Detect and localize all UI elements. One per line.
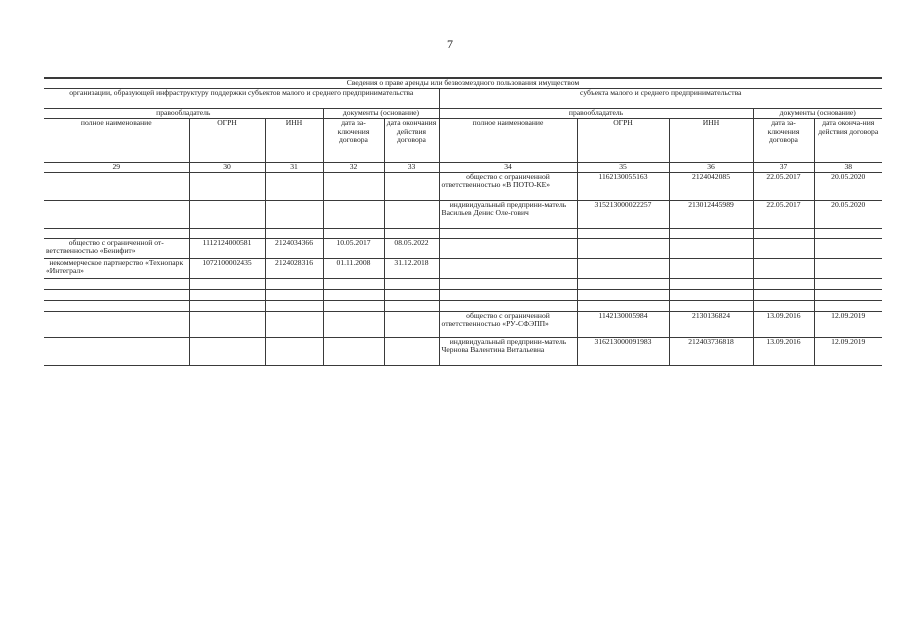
table-row xyxy=(44,337,882,365)
holder-name-right xyxy=(439,289,577,300)
contract-end-left: 08.05.2022 xyxy=(384,238,439,258)
contract-date-right: 13.09.2016 xyxy=(753,337,814,365)
column-number: 31 xyxy=(265,163,323,173)
ogrn-right xyxy=(577,278,669,289)
contract-date-left xyxy=(323,172,384,200)
inn-right xyxy=(669,238,753,258)
section-infrastructure-org: организации, образующей инфраструктуру поддержки субъектов малого и среднего предпринимательства xyxy=(44,89,439,109)
holder-name-left xyxy=(44,200,189,228)
holder-name-left xyxy=(44,311,189,337)
contract-date-left xyxy=(323,300,384,311)
page-number: 7 xyxy=(447,37,453,51)
contract-date-left xyxy=(323,228,384,238)
group-docs-left: документы (основание) xyxy=(323,109,439,119)
contract-end-left xyxy=(384,289,439,300)
column-number: 29 xyxy=(44,163,189,173)
column-number: 36 xyxy=(669,163,753,173)
col-header-inn-left: ИНН xyxy=(265,119,323,163)
ogrn-left: 1112124000581 xyxy=(189,238,265,258)
contract-end-left xyxy=(384,228,439,238)
ogrn-right xyxy=(577,258,669,278)
ogrn-left xyxy=(189,200,265,228)
group-holder-left: правообладатель xyxy=(44,109,323,119)
holder-name-left: общество с ограниченной от-ветственностью «Бенифит» xyxy=(44,238,189,258)
column-number: 32 xyxy=(323,163,384,173)
inn-left xyxy=(265,337,323,365)
column-number: 34 xyxy=(439,163,577,173)
holder-name-left xyxy=(44,300,189,311)
group-holder-right: правообладатель xyxy=(439,109,753,119)
holder-name-right: общество с ограниченной ответственностью «РУ-СФЭПП» xyxy=(439,311,577,337)
col-header-date-end-left: дата окончания действия договора xyxy=(384,119,439,163)
column-number: 38 xyxy=(814,163,882,173)
holder-name-left xyxy=(44,289,189,300)
inn-right: 213012445989 xyxy=(669,200,753,228)
holder-name-right xyxy=(439,278,577,289)
ogrn-left: 1072100002435 xyxy=(189,258,265,278)
contract-date-right xyxy=(753,258,814,278)
inn-left xyxy=(265,311,323,337)
table-row xyxy=(44,200,882,228)
col-header-ogrn-left: ОГРН xyxy=(189,119,265,163)
inn-right: 212403736818 xyxy=(669,337,753,365)
inn-right xyxy=(669,228,753,238)
inn-left xyxy=(265,200,323,228)
col-header-date-end-right: дата оконча-ния действия договора xyxy=(814,119,882,163)
holder-name-left xyxy=(44,172,189,200)
inn-left: 2124034366 xyxy=(265,238,323,258)
table-row xyxy=(44,278,882,289)
holder-name-left xyxy=(44,278,189,289)
contract-date-left xyxy=(323,200,384,228)
column-number: 30 xyxy=(189,163,265,173)
ogrn-right xyxy=(577,228,669,238)
col-header-inn-right: ИНН xyxy=(669,119,753,163)
ogrn-left xyxy=(189,300,265,311)
contract-end-left xyxy=(384,300,439,311)
contract-end-left xyxy=(384,200,439,228)
contract-date-left xyxy=(323,289,384,300)
contract-date-left xyxy=(323,311,384,337)
contract-date-left: 10.05.2017 xyxy=(323,238,384,258)
ogrn-right: 1142130005984 xyxy=(577,311,669,337)
column-number: 33 xyxy=(384,163,439,173)
contract-end-right: 20.05.2020 xyxy=(814,172,882,200)
contract-date-right xyxy=(753,289,814,300)
ogrn-left xyxy=(189,311,265,337)
ogrn-right: 315213000022257 xyxy=(577,200,669,228)
table-row xyxy=(44,172,882,200)
table-row xyxy=(44,300,882,311)
inn-left xyxy=(265,289,323,300)
inn-left xyxy=(265,278,323,289)
contract-end-right xyxy=(814,300,882,311)
holder-name-right: индивидуальный предприни-матель Чернова Валентина Витальевна xyxy=(439,337,577,365)
contract-end-left xyxy=(384,337,439,365)
inn-right xyxy=(669,300,753,311)
ogrn-left xyxy=(189,278,265,289)
contract-date-right: 22.05.2017 xyxy=(753,172,814,200)
table-row xyxy=(44,258,882,278)
contract-date-left xyxy=(323,278,384,289)
holder-name-right xyxy=(439,300,577,311)
contract-end-right xyxy=(814,238,882,258)
holder-name-left: некоммерческое партнерство «Технопарк «Интеграл» xyxy=(44,258,189,278)
contract-end-right: 20.05.2020 xyxy=(814,200,882,228)
table-row xyxy=(44,311,882,337)
contract-end-right xyxy=(814,258,882,278)
contract-date-right xyxy=(753,238,814,258)
ogrn-right: 316213000091983 xyxy=(577,337,669,365)
section-sme-subject: субъекта малого и среднего предпринимательства xyxy=(439,89,882,109)
table-row xyxy=(44,289,882,300)
inn-right: 2124042085 xyxy=(669,172,753,200)
contract-end-left xyxy=(384,278,439,289)
contract-date-right: 22.05.2017 xyxy=(753,200,814,228)
contract-date-right xyxy=(753,228,814,238)
ogrn-right: 1162130055163 xyxy=(577,172,669,200)
col-header-date-start-left: дата за-ключения договора xyxy=(323,119,384,163)
col-header-ogrn-right: ОГРН xyxy=(577,119,669,163)
contract-end-right xyxy=(814,228,882,238)
table-row xyxy=(44,228,882,238)
holder-name-right: индивидуальный предприни-матель Васильев Денис Оле-гович xyxy=(439,200,577,228)
ogrn-right xyxy=(577,289,669,300)
inn-left: 2124028316 xyxy=(265,258,323,278)
contract-end-right: 12.09.2019 xyxy=(814,311,882,337)
contract-end-right xyxy=(814,278,882,289)
group-docs-right: документы (основание) xyxy=(753,109,882,119)
inn-right xyxy=(669,258,753,278)
ogrn-right xyxy=(577,238,669,258)
inn-left xyxy=(265,228,323,238)
contract-end-left: 31.12.2018 xyxy=(384,258,439,278)
contract-date-right xyxy=(753,300,814,311)
ogrn-left xyxy=(189,337,265,365)
contract-date-left: 01.11.2008 xyxy=(323,258,384,278)
col-header-date-start-right: дата за-ключения договора xyxy=(753,119,814,163)
col-header-name-right: полное наименование xyxy=(439,119,577,163)
contract-end-left xyxy=(384,311,439,337)
contract-date-left xyxy=(323,337,384,365)
holder-name-right: общество с ограниченной ответственностью «В ПОТО-КЕ» xyxy=(439,172,577,200)
ogrn-right xyxy=(577,300,669,311)
contract-end-right xyxy=(814,289,882,300)
holder-name-left xyxy=(44,228,189,238)
inn-left xyxy=(265,300,323,311)
ogrn-left xyxy=(189,228,265,238)
registry-table xyxy=(44,77,882,366)
inn-right: 2130136824 xyxy=(669,311,753,337)
holder-name-left xyxy=(44,337,189,365)
column-number: 37 xyxy=(753,163,814,173)
table-title: Сведения о праве аренды или безвозмездного пользования имуществом xyxy=(44,79,882,89)
inn-right xyxy=(669,278,753,289)
contract-end-left xyxy=(384,172,439,200)
col-header-name-left: полное наименование xyxy=(44,119,189,163)
contract-date-right: 13.09.2016 xyxy=(753,311,814,337)
ogrn-left xyxy=(189,172,265,200)
inn-left xyxy=(265,172,323,200)
column-number-row xyxy=(44,163,882,173)
holder-name-right xyxy=(439,258,577,278)
holder-name-right xyxy=(439,238,577,258)
column-number: 35 xyxy=(577,163,669,173)
contract-date-right xyxy=(753,278,814,289)
ogrn-left xyxy=(189,289,265,300)
inn-right xyxy=(669,289,753,300)
holder-name-right xyxy=(439,228,577,238)
table-row xyxy=(44,238,882,258)
contract-end-right: 12.09.2019 xyxy=(814,337,882,365)
